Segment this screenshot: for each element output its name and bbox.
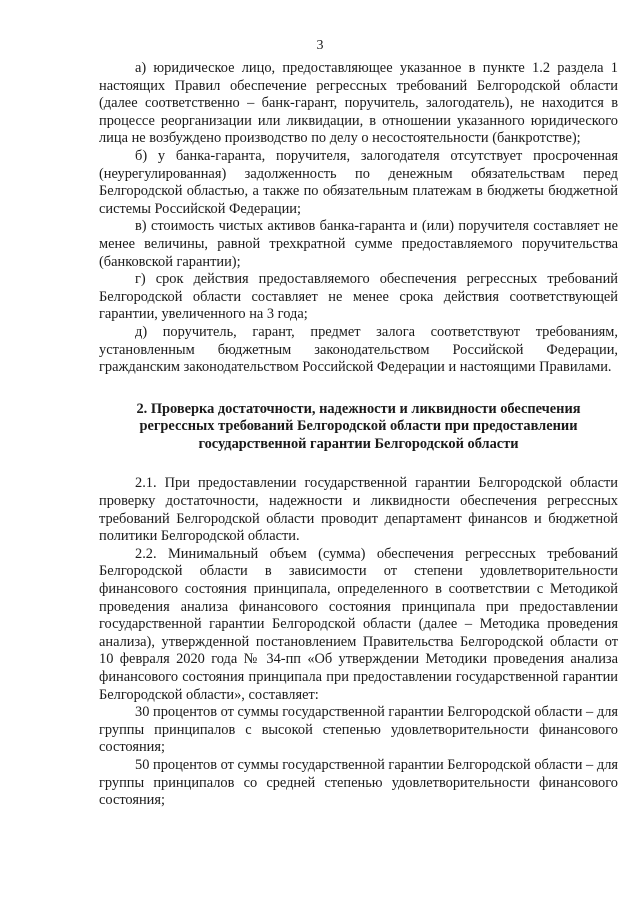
paragraph: 30 процентов от суммы государственной гарантии Белгородской области – для группы принципалов с высокой степенью удовлетворительности финансового состояния;	[99, 704, 618, 756]
page-number: 3	[316, 38, 324, 53]
list-item: в) стоимость чистых активов банка-гаранта и (или) поручителя составляет не менее величины, равной трехкратной сумме предоставляемого поручительства (банковской гарантии);	[99, 218, 618, 270]
paragraph: 50 процентов от суммы государственной гарантии Белгородской области – для группы принципалов со средней степенью удовлетворительности финансового состояния;	[99, 756, 618, 809]
section-title: 2. Проверка достаточности, надежности и ликвидности обеспечения регрессных требований Белгородской области при предоставлении государственной гарантии Белгородской области	[136, 400, 581, 452]
paragraph: 2.2. Минимальный объем (сумма) обеспечения регрессных требований Белгородской области в зависимости от степени удовлетворительности финансового состояния принципала, определенного в соответствии с Методикой проведения анализа финансового состояния принципала при предоставлении государственной гарантии Белгородской области (далее – Методика проведения анализа), утвержденной постановлением Правительства Белгородской области от 10 февраля 2020 года № 34-пп «Об утверждении Методики проведения анализа финансового состояния принципала при предоставлении государственной гарантии Белгородской области», составляет:	[99, 545, 618, 703]
list-item: б) у банка-гаранта, поручителя, залогодателя отсутствует просроченная (неурегулированная) задолженность по денежным обязательствам перед Белгородской областью, а также по обязательным платежам в бюджеты бюджетной системы Российской Федерации;	[99, 147, 618, 217]
list-item: д) поручитель, гарант, предмет залога соответствуют требованиям, установленным бюджетным законодательством Российской Федерации, гражданским законодательством Российской Федерации и настоящими Правилами.	[99, 323, 618, 376]
document-body	[99, 60, 618, 810]
list-item: а) юридическое лицо, предоставляющее указанное в пункте 1.2 раздела 1 настоящих Правил обеспечение регрессных требований Белгородской области (далее соответственно – банк-гарант, поручитель, залогодатель), не находится в процессе реорганизации или ликвидации, в отношении указанного юридического лица не возбуждено производство по делу о несостоятельности (банкротстве);	[99, 60, 618, 147]
paragraph: 2.1. При предоставлении государственной гарантии Белгородской области проверку достаточности, надежности и ликвидности обеспечения регрессных требований Белгородской области проводит департамент финансов и бюджетной политики Белгородской области.	[99, 475, 618, 545]
list-item: г) срок действия предоставляемого обеспечения регрессных требований Белгородской области составляет не менее срока действия соответствующей гарантии, увеличенного на 3 года;	[99, 271, 618, 323]
